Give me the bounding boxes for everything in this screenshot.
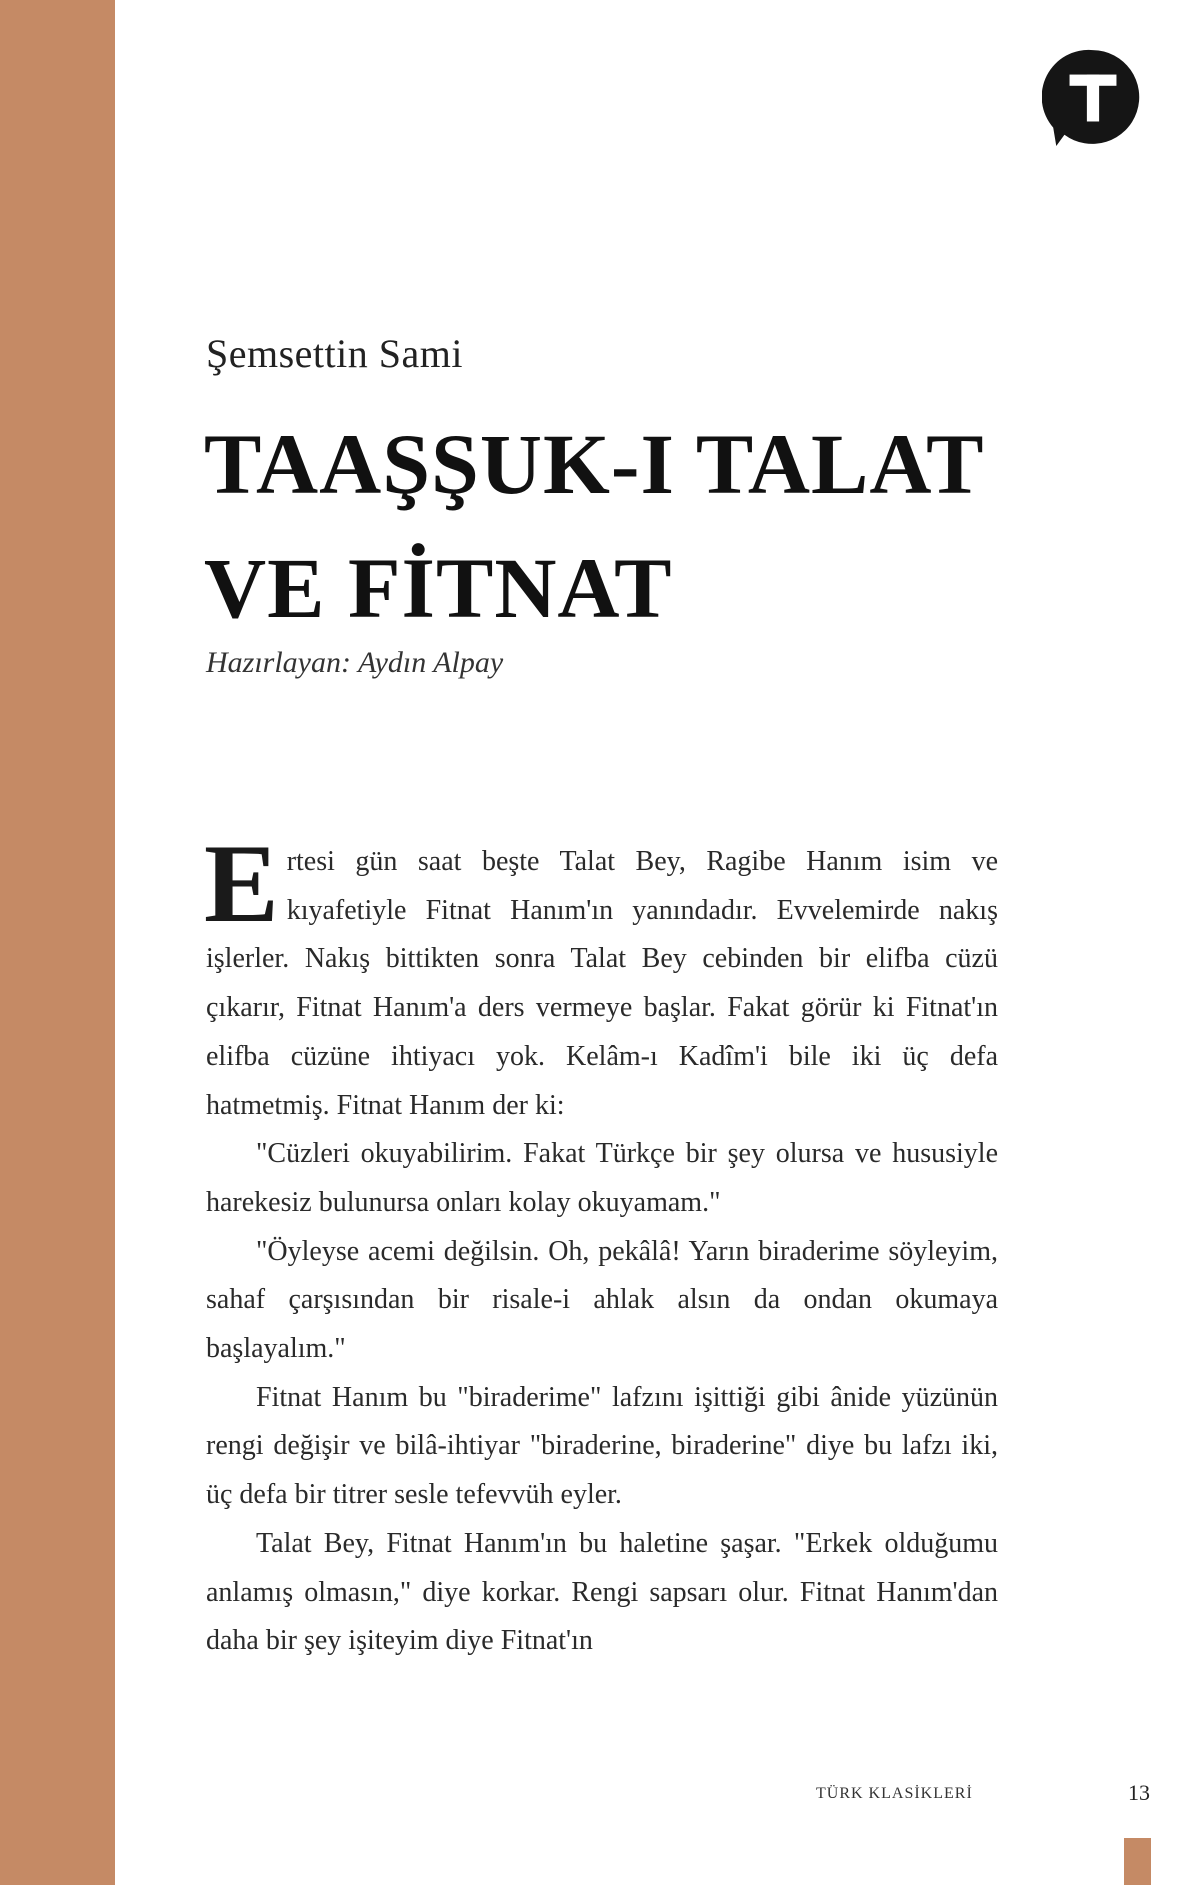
drop-cap: E <box>204 822 279 946</box>
page-tab-marker <box>1124 1838 1151 1885</box>
author-name: Şemsettin Sami <box>206 331 463 376</box>
body-text <box>204 822 998 1666</box>
paragraph: "Cüzleri okuyabilirim. Fakat Türkçe bir şey olursa ve hususiyle harekesiz bulunursa onları kolay okuyamam." <box>206 1138 998 1218</box>
paragraph: Fitnat Hanım bu "biraderime" lafzını işittiği gibi ânide yüzünün rengi değişir ve bilâ-ihtiyar "biraderine, biraderine" diye bu lafzı iki, üç defa bir titrer sesle tefevvüh eyler. <box>206 1381 998 1511</box>
paragraph <box>204 822 998 1130</box>
page-accent-strip <box>0 0 115 1885</box>
paragraph: "Öyleyse acemi değilsin. Oh, pekâlâ! Yarın biraderime söyleyim, sahaf çarşısından bir risale-i ahlak alsın da ondan okumaya başlayalım." <box>206 1235 998 1365</box>
editor-credit: Hazırlayan: Aydın Alpay <box>206 646 504 679</box>
paragraph-text: rtesi gün saat beşte Talat Bey, Ragibe Hanım isim ve kıyafetiyle Fitnat Hanım'ın yanındadır. Evvelemirde nakış işlerler. Nakış bittikten sonra Talat Bey cebinden bir elifba cüzü çıkarır, Fitnat Hanım'a ders vermeye başlar. Fakat görür ki Fitnat'ın elifba cüzüne ihtiyacı yok. Kelâm-ı Kadîm'i bile iki üç defa hatmetmiş. Fitnat Hanım der ki: <box>206 846 998 1121</box>
publisher-logo-icon <box>1042 46 1144 148</box>
paragraph: Talat Bey, Fitnat Hanım'ın bu haletine şaşar. "Erkek olduğumu anlamış olmasın," diye korkar. Rengi sapsarı olur. Fitnat Hanım'dan daha bir şey işiteyim diye Fitnat'ın <box>206 1527 998 1657</box>
page-number: 13 <box>1128 1780 1150 1805</box>
series-footer: TÜRK KLASİKLERİ <box>816 1785 973 1802</box>
book-title: TAAŞŞUK-I TALAT VE FİTNAT <box>204 416 983 636</box>
